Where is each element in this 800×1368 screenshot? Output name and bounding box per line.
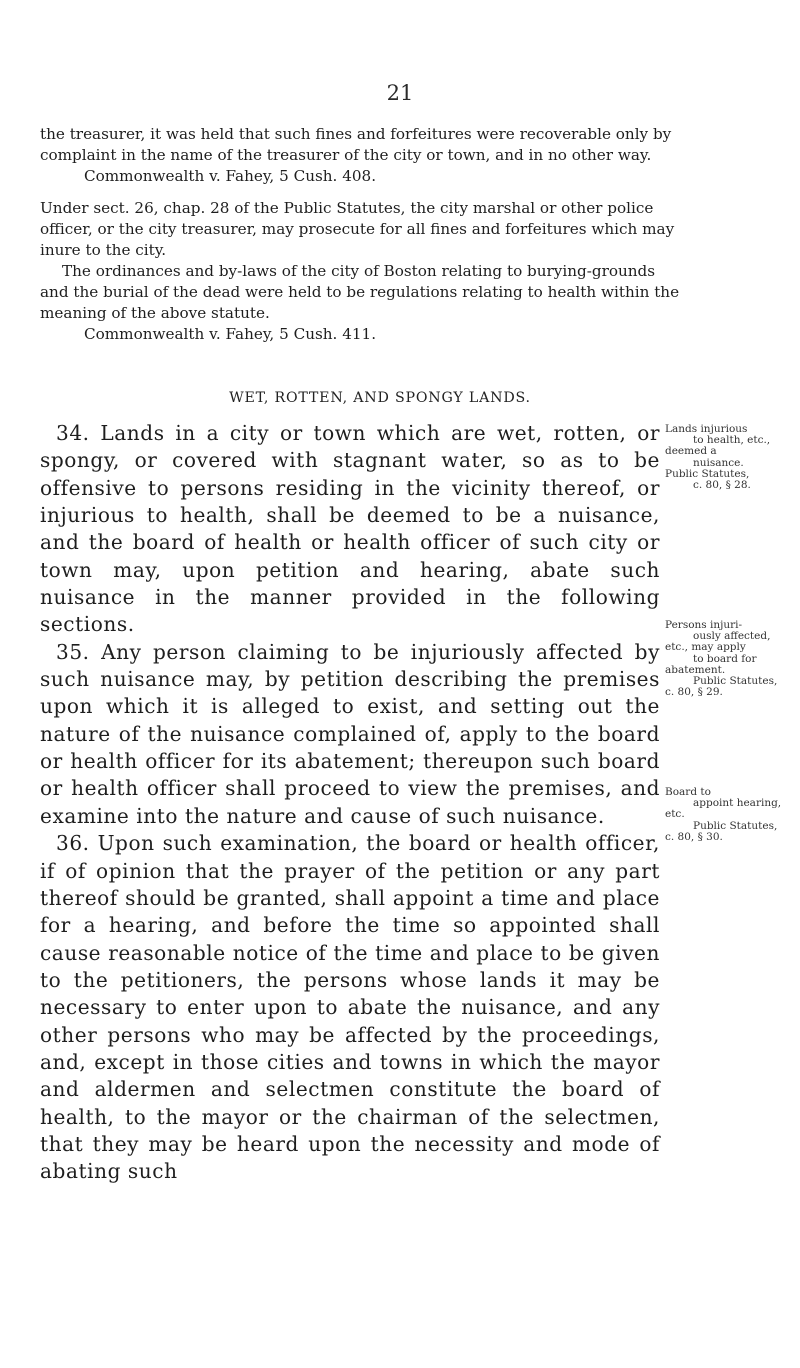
section-35: 35. Any person claiming to be injuriously affected by such nuisance may, by petition describing the premises upon which it is alleged to exist, and setting out the nature of the nuisance complained of, apply to the board or health officer for its abatement; thereupon such board or health officer shall proceed to view the premises, and examine into the nature and cause of such nuisance. xyxy=(40,639,660,828)
preceding-commentary xyxy=(40,124,680,345)
section-heading: WET, ROTTEN, AND SPONGY LANDS. xyxy=(229,390,531,406)
marginal-note-34: Lands injurious to health, etc., deemed a nuisance. Public Statutes, c. 80, § 28. xyxy=(665,423,771,492)
commentary-paragraph: Under sect. 26, chap. 28 of the Public Statutes, the city marshal or other police officer, or the city treasurer, may prosecute for all fines and forfeitures which may inure to the city. xyxy=(40,199,675,259)
case-citation: Commonwealth v. Fahey, 5 Cush. 411. xyxy=(84,325,377,343)
commentary-paragraph: the treasurer, it was held that such fines and forfeitures were recoverable only by complaint in the name of the treasurer of the city or town, and in no other way. xyxy=(40,125,672,164)
statute-text xyxy=(40,420,660,1186)
page-number: 21 xyxy=(386,81,414,105)
section-36: 36. Upon such examination, the board or health officer, if of opinion that the prayer of the petition or any part thereof should be granted, shall appoint a time and place for a hearing, and before the time so appointed shall cause reasonable notice of the time and place to be given to the petitioners, the persons whose lands it may be necessary to enter upon to abate the nuisance, and any other persons who may be affected by the proceedings, and, except in those cities and towns in which the mayor and aldermen and selectmen constitute the board of health, to the mayor or the chairman of the selectmen, that they may be heard upon the necessity and mode of abating such xyxy=(40,831,660,1184)
marginal-note-35: Persons injuri- ously affected, etc., may apply to board for abatement. Public Statutes, c. 80, § 29. xyxy=(665,619,778,699)
marginal-note-36: Board to appoint hearing, etc. Public Statutes, c. 80, § 30. xyxy=(665,786,782,843)
case-citation: Commonwealth v. Fahey, 5 Cush. 408. xyxy=(84,167,377,185)
section-34: 34. Lands in a city or town which are wet, rotten, or spongy, or covered with stagnant water, so as to be offensive to persons residing in the vicinity thereof, or injurious to health, shall be deemed to be a nuisance, and the board of health or health officer of such city or town may, upon petition and hearing, abate such nuisance in the manner provided in the following sections. xyxy=(40,421,660,637)
commentary-paragraph: The ordinances and by-laws of the city of Boston relating to burying-grounds and the burial of the dead were held to be regulations relating to health within the meaning of the above statute. xyxy=(40,262,680,322)
